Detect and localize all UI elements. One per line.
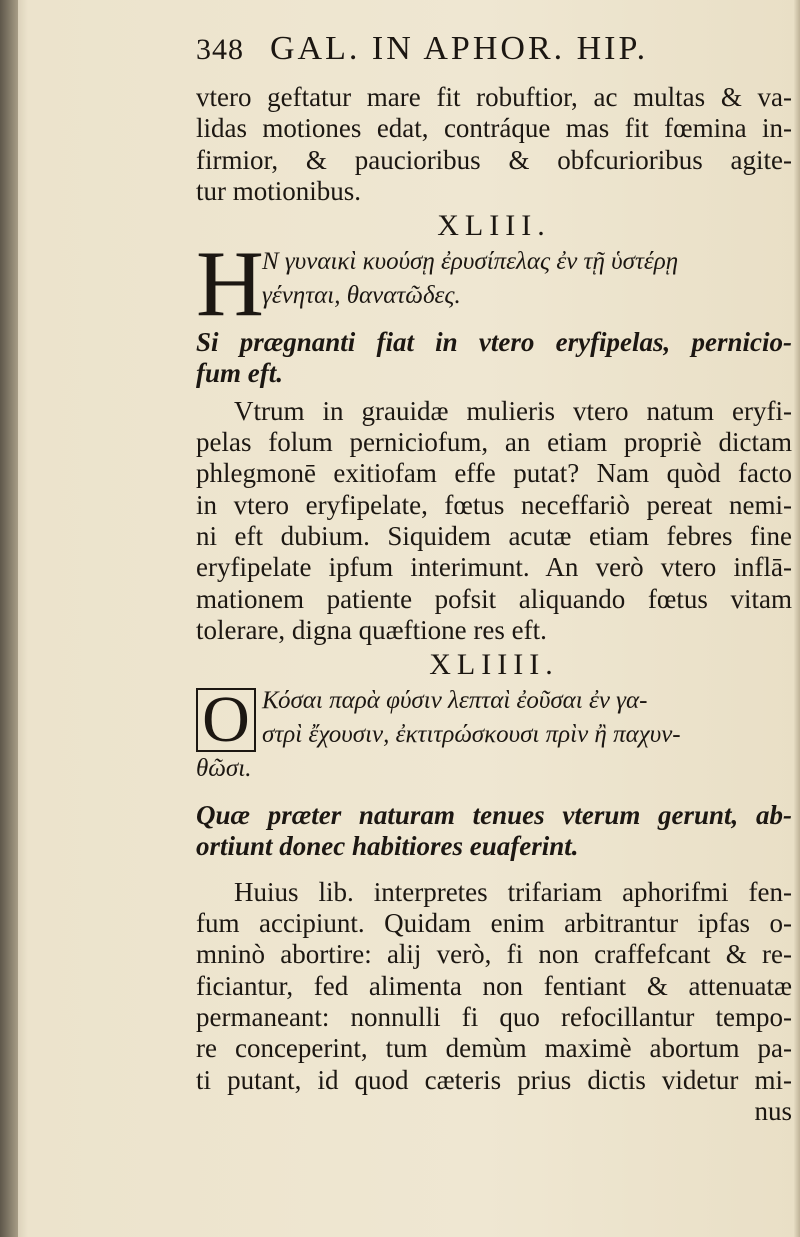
aphorism-numeral: XLIIII. bbox=[429, 648, 559, 682]
greek-line: στρὶ ἔχουσιν, ἐκτιτρώσκουσι πρὶν ἢ παχυν- bbox=[262, 721, 681, 749]
text-line: ti putant, id quod cæteris prius dictis videtur mi- bbox=[196, 1064, 792, 1095]
intro-paragraph bbox=[196, 82, 792, 207]
text-line: re conceperint, tum demùm maximè abortum pa- bbox=[196, 1033, 792, 1064]
text-line: pelas folum perniciofum, an etiam propriè dictam bbox=[196, 427, 792, 458]
text-line: tolerare, digna quæftione res eft. bbox=[196, 614, 547, 645]
text-line: fum accipiunt. Quidam enim arbitrantur ipfas o- bbox=[196, 908, 792, 939]
page-edge bbox=[794, 0, 800, 1237]
running-title: GAL. IN APHOR. HIP. bbox=[270, 30, 649, 67]
greek-aphorism bbox=[196, 684, 792, 786]
greek-line: N γυναικὶ κυούσῃ ἐρυσίπελας ἐν τῇ ὑστέρῃ bbox=[262, 248, 679, 276]
text-column bbox=[196, 30, 792, 1127]
page-number: 348 bbox=[196, 33, 244, 66]
text-line: phlegmonē exitiofam effe putat? Nam quòd facto bbox=[196, 458, 792, 489]
commentary-paragraph bbox=[196, 396, 792, 646]
text-line: fum eft. bbox=[196, 358, 283, 389]
text-line: mninò abortire: alij verò, fi non craffefcant & re- bbox=[196, 939, 792, 970]
running-header bbox=[196, 30, 792, 82]
text-line: Vtrum in grauidæ mulieris vtero natum eryfi- bbox=[234, 395, 792, 426]
text-line: permaneant: nonnulli fi quo refocillantur tempo- bbox=[196, 1001, 792, 1032]
greek-aphorism bbox=[196, 232, 792, 337]
latin-aphorism bbox=[196, 800, 792, 863]
text-line: firmior, & paucioribus & obfcurioribus agite- bbox=[196, 144, 792, 175]
page-gutter bbox=[0, 0, 18, 1237]
text-line: lidas motiones edat, contráque mas fit fœmina in- bbox=[196, 113, 792, 144]
drop-cap: O bbox=[196, 688, 256, 752]
text-line: ficiantur, fed alimenta non fentiant & attenuatæ bbox=[196, 970, 792, 1001]
catchword: nus bbox=[754, 1095, 792, 1126]
aphorism-numeral: XLIII. bbox=[437, 209, 551, 243]
text-line: in vtero eryfipelate, fœtus neceffariò pereat nemi- bbox=[196, 489, 792, 520]
greek-line: Κόσαι παρὰ φύσιν λεπταὶ ἐοῦσαι ἐν γα- bbox=[262, 687, 648, 715]
commentary-paragraph bbox=[196, 877, 792, 1096]
text-line: tur motionibus. bbox=[196, 175, 362, 206]
latin-aphorism bbox=[196, 327, 792, 390]
text-line: vtero geftatur mare fit robuftior, ac multas & va- bbox=[196, 82, 792, 112]
greek-line: θῶσι. bbox=[196, 755, 252, 783]
text-line: mationem patiente pofsit aliquando fœtus vitam bbox=[196, 583, 792, 614]
text-line: Huius lib. interpretes trifariam aphorifmi fen- bbox=[234, 876, 792, 907]
text-line: Quæ præter naturam tenues vterum gerunt, ab- bbox=[196, 800, 792, 831]
text-line: Si prægnanti fiat in vtero eryfipelas, pernicio- bbox=[196, 327, 792, 358]
text-line: ortiunt donec habitiores euaferint. bbox=[196, 831, 579, 862]
text-line: eryfipelate ipfum interimunt. An verò vtero inflā- bbox=[196, 552, 792, 583]
greek-line: γένηται, θανατῶδες. bbox=[262, 282, 461, 310]
text-line: ni eft dubium. Siquidem acutæ etiam febres fine bbox=[196, 520, 792, 551]
drop-cap: H bbox=[196, 232, 264, 337]
